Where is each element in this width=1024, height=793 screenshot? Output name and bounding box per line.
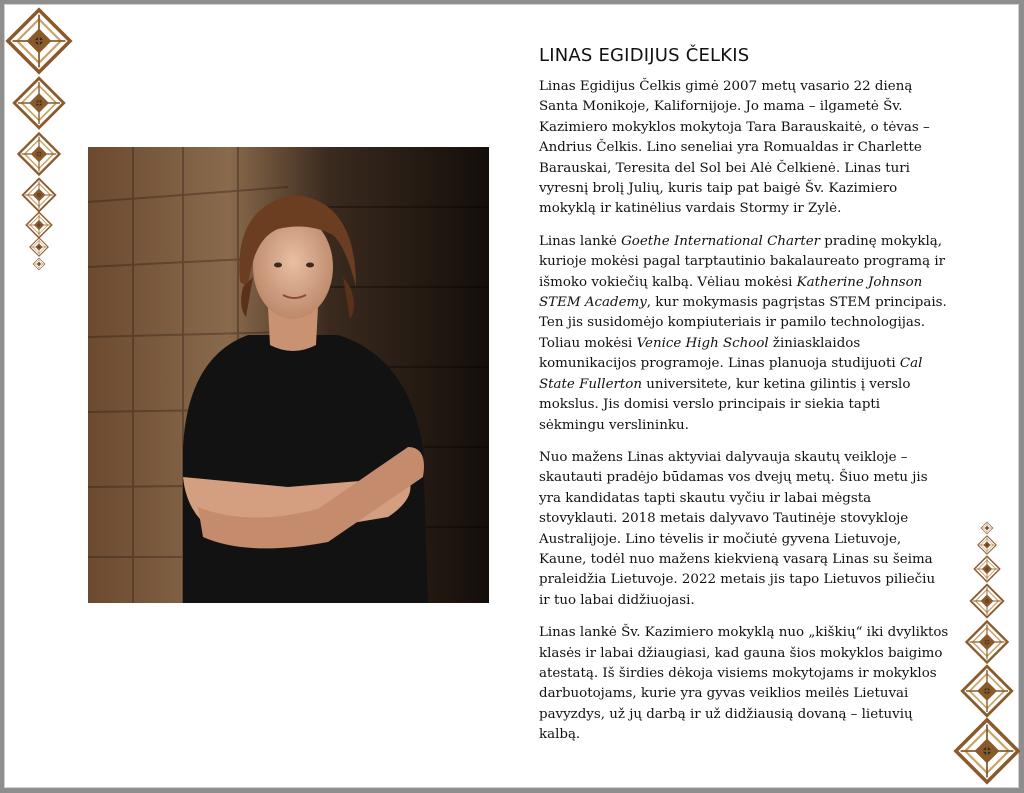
text-run: universitete, kur ketina gilintis į verslo mokslus. Jis domisi verslo principais ir siekia tapti sėkmingu verslininku. — [539, 376, 911, 433]
portrait-photo — [88, 147, 489, 603]
text-run: žiniasklaidos komunikacijos programoje. Linas planuoja studijuoti — [539, 335, 900, 372]
text-run: , kur mokymasis pagrįstas STEM principais. Ten jis susidomėjo kompiuteriais ir pamilo technologijas. Toliau mokėsi — [539, 295, 947, 351]
page-title: LINAS EGIDIJUS ČELKIS — [539, 45, 750, 66]
bio-paragraph-1: Linas Egidijus Čelkis gimė 2007 metų vasario 22 dieną Santa Monikoje, Kalifornijoje. Jo mama – ilgametė Šv. Kazimiero mokyklos mokytoja Tara Barauskaitė, o tėvas – Andrius Čelkis. Lino seneliai yra Romualdas ir Charlette Barauskai, Teresita del Sol bei Alė Čelkienė. Linas turi vyresnį brolį Julių, kuris taip pat baigė Šv. Kazimiero mokyklą ir katinėlius vardais Stormy ir Zylė. — [539, 79, 930, 217]
university-name: Cal State Fullerton — [539, 356, 923, 392]
ornament-column-left — [5, 5, 85, 285]
school-name: Goethe International Charter — [621, 233, 821, 249]
bio-paragraph-4: Linas lankė Šv. Kazimiero mokyklą nuo „kiškių“ iki dvyliktos klasės ir labai džiaugiasi, kad gauna šios mokyklos baigimo atestatą. Iš širdies dėkoja visiems mokytojams ir mokyklos darbuotojams, kurie yra gyvas veiklios meilės Lietuvai pavyzdys, už jų darbą ir už didžiausią dovaną – lietuvių kalbą. — [539, 625, 949, 743]
school-name: Katherine Johnson STEM Academy — [539, 274, 923, 311]
bio-text-column — [539, 45, 949, 758]
bio-paragraph-2 — [539, 232, 949, 436]
folk-ornament-icon — [5, 5, 85, 285]
school-name: Venice High School — [636, 335, 769, 351]
ornament-column-right — [945, 515, 1020, 789]
page — [4, 4, 1019, 788]
text-run: Linas lankė — [539, 233, 622, 249]
bio-paragraph-3: Nuo mažens Linas aktyviai dalyvauja skautų veikloje – skautauti pradėjo būdamas vos dvejų metų. Šiuo metu jis yra kandidatas tapti skautu vyčiu ir labai mėgsta stovyklauti. 2018 metais dalyvavo Tautinėje stovykloje Australijoje. Lino tėvelis ir močiutė gyvena Lietuvoje, Kaune, todėl nuo mažens kiekvieną vasarą Linas su šeima praleidžia Lietuvoje. 2022 metais jis tapo Lietuvos piliečiu ir tuo labai didžiuojasi. — [539, 449, 936, 608]
folk-ornament-icon — [945, 515, 1020, 789]
text-run: pradinę mokyklą, kurioje mokėsi pagal tarptautinio bakalaureato programą ir išmoko vokiečių kalbą. Vėliau mokėsi — [539, 233, 946, 290]
